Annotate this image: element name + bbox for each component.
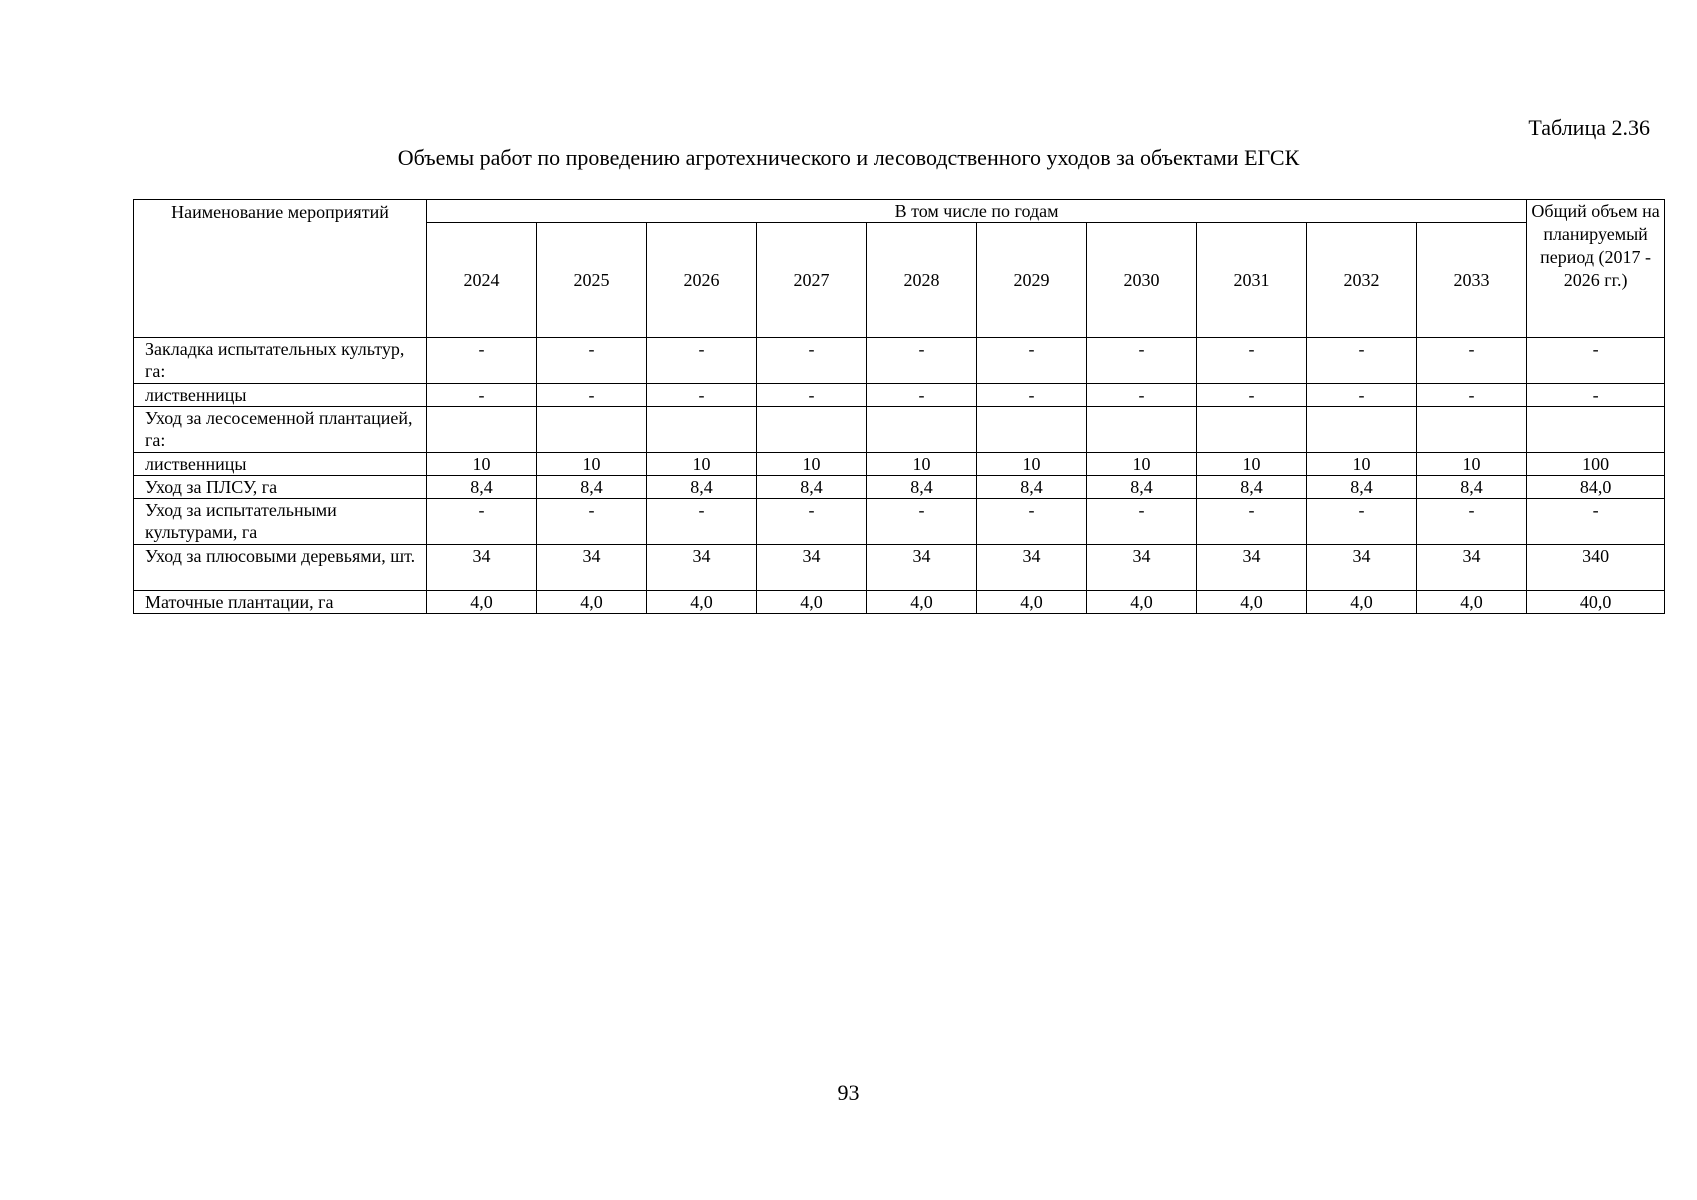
table-row xyxy=(134,545,1665,591)
year-value: 10 xyxy=(867,453,977,476)
work-volume-table xyxy=(133,199,1665,614)
year-value: - xyxy=(867,384,977,407)
year-value: - xyxy=(1417,499,1527,545)
row-name: Закладка испытательных культур, га: xyxy=(134,338,427,384)
year-header: 2031 xyxy=(1197,223,1307,338)
year-value: - xyxy=(537,338,647,384)
year-value: 8,4 xyxy=(1307,476,1417,499)
total-value: - xyxy=(1527,338,1665,384)
year-value: - xyxy=(647,499,757,545)
year-value: 10 xyxy=(427,453,537,476)
year-value: - xyxy=(1197,338,1307,384)
year-value: - xyxy=(1417,338,1527,384)
year-value: 34 xyxy=(867,545,977,591)
year-value: 4,0 xyxy=(647,591,757,614)
year-value xyxy=(1197,407,1307,453)
table-title: Объемы работ по проведению агротехнического и лесоводственного уходов за объектами ЕГСК xyxy=(397,145,1300,170)
year-value: 10 xyxy=(537,453,647,476)
year-header: 2026 xyxy=(647,223,757,338)
row-name: Уход за лесосеменной плантацией, га: xyxy=(134,407,427,453)
table-row xyxy=(134,476,1665,499)
year-value: 4,0 xyxy=(1307,591,1417,614)
total-value: - xyxy=(1527,384,1665,407)
year-value: - xyxy=(1087,384,1197,407)
year-value: 10 xyxy=(1417,453,1527,476)
year-value: 8,4 xyxy=(977,476,1087,499)
year-value: - xyxy=(757,338,867,384)
year-value: 8,4 xyxy=(1197,476,1307,499)
name-column-header: Наименование мероприятий xyxy=(134,200,427,338)
year-value: 10 xyxy=(1307,453,1417,476)
year-header: 2027 xyxy=(757,223,867,338)
year-header: 2024 xyxy=(427,223,537,338)
year-value: - xyxy=(647,384,757,407)
total-value: 40,0 xyxy=(1527,591,1665,614)
year-value: 8,4 xyxy=(647,476,757,499)
year-value: 10 xyxy=(757,453,867,476)
table-row xyxy=(134,338,1665,384)
year-value: - xyxy=(427,499,537,545)
year-value: - xyxy=(427,384,537,407)
year-header: 2029 xyxy=(977,223,1087,338)
year-value: 8,4 xyxy=(537,476,647,499)
year-value: 4,0 xyxy=(427,591,537,614)
year-value: 4,0 xyxy=(1417,591,1527,614)
year-value: 4,0 xyxy=(1197,591,1307,614)
page-number: 93 xyxy=(837,1080,860,1105)
year-value: - xyxy=(647,338,757,384)
year-value: - xyxy=(1197,499,1307,545)
total-value: 100 xyxy=(1527,453,1665,476)
year-value: 10 xyxy=(647,453,757,476)
year-value: 34 xyxy=(427,545,537,591)
year-value: 10 xyxy=(1087,453,1197,476)
table-row xyxy=(134,453,1665,476)
year-value: 8,4 xyxy=(1417,476,1527,499)
year-value: - xyxy=(1087,499,1197,545)
year-value xyxy=(427,407,537,453)
year-value: - xyxy=(537,499,647,545)
year-value: - xyxy=(1307,338,1417,384)
year-value: - xyxy=(977,338,1087,384)
year-header: 2032 xyxy=(1307,223,1417,338)
year-value: - xyxy=(427,338,537,384)
table-row xyxy=(134,499,1665,545)
table-row xyxy=(134,591,1665,614)
year-value: - xyxy=(1197,384,1307,407)
year-value: 8,4 xyxy=(757,476,867,499)
year-value xyxy=(1087,407,1197,453)
row-name: Уход за испытательными культурами, га xyxy=(134,499,427,545)
year-value: 4,0 xyxy=(867,591,977,614)
row-name: лиственницы xyxy=(134,384,427,407)
year-value: - xyxy=(867,499,977,545)
year-value: 8,4 xyxy=(867,476,977,499)
total-value: 84,0 xyxy=(1527,476,1665,499)
year-header: 2025 xyxy=(537,223,647,338)
year-value: 34 xyxy=(977,545,1087,591)
year-value: 34 xyxy=(537,545,647,591)
year-value xyxy=(757,407,867,453)
year-header: 2028 xyxy=(867,223,977,338)
year-value: 34 xyxy=(647,545,757,591)
year-value: - xyxy=(537,384,647,407)
total-value: 340 xyxy=(1527,545,1665,591)
total-column-header: Общий объем на планируемый период (2017 - 2026 гг.) xyxy=(1527,200,1665,338)
year-value xyxy=(537,407,647,453)
year-value: 8,4 xyxy=(427,476,537,499)
year-value: 34 xyxy=(757,545,867,591)
year-value: 34 xyxy=(1087,545,1197,591)
year-value: 10 xyxy=(1197,453,1307,476)
row-name: лиственницы xyxy=(134,453,427,476)
year-value: 34 xyxy=(1417,545,1527,591)
year-value: 4,0 xyxy=(757,591,867,614)
year-value: - xyxy=(757,499,867,545)
year-value: - xyxy=(1087,338,1197,384)
year-value xyxy=(867,407,977,453)
table-row xyxy=(134,407,1665,453)
table-row xyxy=(134,384,1665,407)
year-value: 4,0 xyxy=(537,591,647,614)
year-header: 2033 xyxy=(1417,223,1527,338)
year-value: - xyxy=(977,499,1087,545)
year-value: 4,0 xyxy=(977,591,1087,614)
row-name: Маточные плантации, га xyxy=(134,591,427,614)
year-value: - xyxy=(1307,384,1417,407)
year-value: - xyxy=(867,338,977,384)
year-value: - xyxy=(977,384,1087,407)
year-value: - xyxy=(1417,384,1527,407)
year-value: 34 xyxy=(1307,545,1417,591)
year-value xyxy=(977,407,1087,453)
row-name: Уход за ПЛСУ, га xyxy=(134,476,427,499)
year-value: - xyxy=(757,384,867,407)
total-value: - xyxy=(1527,499,1665,545)
row-name: Уход за плюсовыми деревьями, шт. xyxy=(134,545,427,591)
year-header: 2030 xyxy=(1087,223,1197,338)
year-value: 34 xyxy=(1197,545,1307,591)
year-value xyxy=(647,407,757,453)
total-value xyxy=(1527,407,1665,453)
year-value xyxy=(1417,407,1527,453)
year-value: 8,4 xyxy=(1087,476,1197,499)
year-value: 10 xyxy=(977,453,1087,476)
table-label: Таблица 2.36 xyxy=(1528,115,1650,140)
year-value: 4,0 xyxy=(1087,591,1197,614)
year-value: - xyxy=(1307,499,1417,545)
years-group-header: В том числе по годам xyxy=(427,200,1527,223)
year-value xyxy=(1307,407,1417,453)
